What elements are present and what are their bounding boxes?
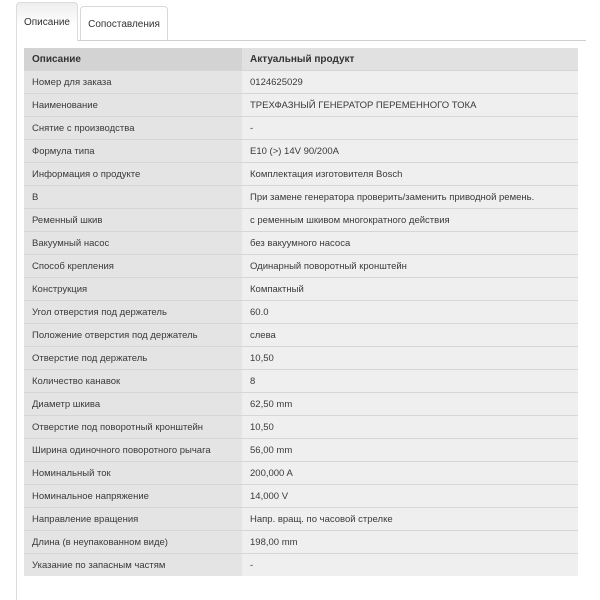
row-label: Направление вращения [24,508,242,531]
row-label: Количество канавок [24,370,242,393]
row-label: Угол отверстия под держатель [24,301,242,324]
row-label: Отверстие под поворотный кронштейн [24,416,242,439]
row-label: Информация о продукте [24,163,242,186]
row-label: Положение отверстия под держатель [24,324,242,347]
row-value: - [242,554,578,577]
table-row [24,347,578,370]
header-description: Описание [24,48,242,71]
row-value: 60.0 [242,301,578,324]
row-value: - [242,117,578,140]
row-value: 200,000 A [242,462,578,485]
row-value: 10,50 [242,416,578,439]
table-row [24,278,578,301]
table-row [24,140,578,163]
table-row [24,71,578,94]
table-row [24,209,578,232]
row-value: Компактный [242,278,578,301]
row-label: Номинальный ток [24,462,242,485]
table-row [24,255,578,278]
row-value: с ременным шкивом многократного действия [242,209,578,232]
table-row [24,94,578,117]
row-label: Способ крепления [24,255,242,278]
table-row [24,508,578,531]
row-value: ТРЕХФАЗНЫЙ ГЕНЕРАТОР ПЕРЕМЕННОГО ТОКА [242,94,578,117]
row-label: Отверстие под держатель [24,347,242,370]
tab-comparisons[interactable]: Сопоставления [80,6,168,41]
table-row [24,370,578,393]
table-row [24,117,578,140]
row-label: Номинальное напряжение [24,485,242,508]
panel-border-left [16,40,17,600]
table-row [24,324,578,347]
row-value: E10 (>) 14V 90/200A [242,140,578,163]
row-label: Ременный шкив [24,209,242,232]
row-value: 10,50 [242,347,578,370]
tab-description[interactable]: Описание [16,2,78,41]
row-value: без вакуумного насоса [242,232,578,255]
row-label: В [24,186,242,209]
table-row [24,531,578,554]
spec-table [24,48,578,576]
spec-table-body [24,71,578,577]
row-label: Вакуумный насос [24,232,242,255]
row-value: слева [242,324,578,347]
tab-bar [16,2,586,41]
table-row [24,232,578,255]
table-row [24,485,578,508]
table-row [24,462,578,485]
table-header-row [24,48,578,71]
table-row [24,439,578,462]
table-row [24,163,578,186]
row-value: 0124625029 [242,71,578,94]
row-value: 56,00 mm [242,439,578,462]
table-row [24,554,578,577]
row-value: Напр. вращ. по часовой стрелке [242,508,578,531]
table-row [24,186,578,209]
row-value: 62,50 mm [242,393,578,416]
row-label: Длина (в неупакованном виде) [24,531,242,554]
row-value: При замене генератора проверить/заменить приводной ремень. [242,186,578,209]
table-row [24,301,578,324]
row-label: Конструкция [24,278,242,301]
row-label: Ширина одиночного поворотного рычага [24,439,242,462]
table-row [24,393,578,416]
row-value: 8 [242,370,578,393]
row-label: Формула типа [24,140,242,163]
row-label: Указание по запасным частям [24,554,242,577]
row-value: 198,00 mm [242,531,578,554]
panel-border-top [78,40,586,41]
table-row [24,416,578,439]
row-value: 14,000 V [242,485,578,508]
row-label: Снятие с производства [24,117,242,140]
row-value: Комплектация изготовителя Bosch [242,163,578,186]
row-label: Наименование [24,94,242,117]
row-label: Диаметр шкива [24,393,242,416]
row-value: Одинарный поворотный кронштейн [242,255,578,278]
row-label: Номер для заказа [24,71,242,94]
header-current-product: Актуальный продукт [242,48,578,71]
